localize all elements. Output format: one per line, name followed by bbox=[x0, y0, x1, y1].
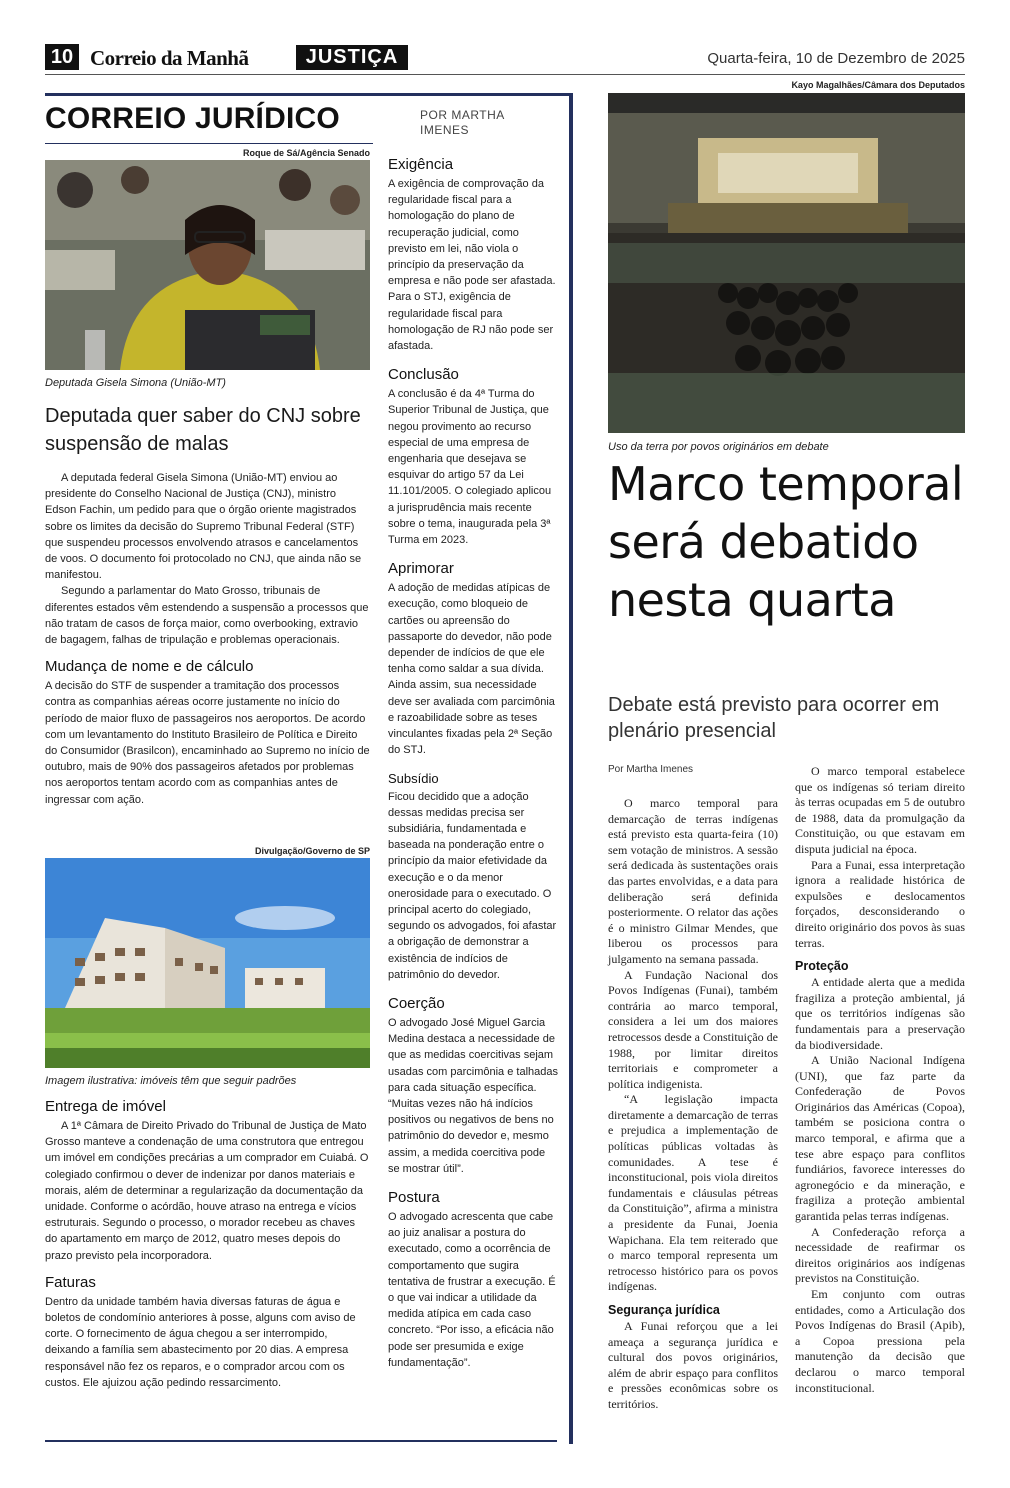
column-author: POR MARTHA IMENES bbox=[420, 108, 505, 137]
paragraph: Ficou decidido que a adoção dessas medidas precisa ser subsidiária, fundamentada e baseada na ponderação entre o princípio da maior efetividade da execução e o da menor onerosidade para o executado. O principal acerto do colegiado, segundo os advogados, foi afastar a obrigação de demonstrar a existência de indícios de patrimônio do devedor. bbox=[388, 790, 557, 981]
buildings-photo bbox=[45, 858, 370, 1068]
plenary-photo bbox=[608, 93, 965, 433]
paragraph: A conclusão é da 4ª Turma do Superior Tribunal de Justiça, que negou provimento ao recurso especial de uma empresa de engenharia que desejava se esquivar do artigo 57 da Lei 11.101/2005. O colegiado aplicou a jurisprudência mais recente sobre o tema, inaugurada pela 3ª Turma em 2023. bbox=[388, 388, 552, 547]
paragraph: Em conjunto com outras entidades, como a Articulação dos Povos Indígenas do Brasil (Apib), a Copoa pressiona pela manutenção da decisão que declarou o marco temporal inconstitucional. bbox=[795, 1287, 965, 1395]
column-notes bbox=[388, 156, 558, 1371]
subheading: Entrega de imóvel bbox=[45, 1098, 166, 1115]
paragraph: Segundo a parlamentar do Mato Grosso, tribunais de diferentes estados vêm estendendo a suspensão a processos que não tratam de casos de força maior, como overbooking, extravio de bagagem, falhas de tripulação e problemas operacionais. bbox=[45, 585, 369, 647]
page-number: 10 bbox=[45, 44, 79, 70]
deputy-photo bbox=[45, 160, 370, 370]
photo-caption: Uso da terra por povos originários em debate bbox=[608, 441, 829, 453]
paragraph: A deputada federal Gisela Simona (União-MT) enviou ao presidente do Conselho Nacional de Justiça (CNJ), ministro Edson Fachin, um pedido para que o órgão oriente magistrados sobre os limites da decisão do Supremo Tribunal Federal (STF) que suspendeu processos envolvendo atrasos e cancelamentos de voos. O documento foi protocolado no CNJ, que ainda não se manifestou. bbox=[45, 472, 362, 582]
paragraph: A Funai reforçou que a lei ameaça a segurança jurídica e cultural dos povos originários, além de abrir espaço para conflitos e pressões econômicas sobre os territórios. bbox=[608, 1319, 778, 1411]
feature-column-2 bbox=[795, 764, 965, 1396]
paragraph: A Confederação reforça a necessidade de reafirmar os direitos originários aos indígenas previstos na Constituição. bbox=[795, 1224, 965, 1286]
column-box-right bbox=[569, 93, 573, 1444]
header-rule bbox=[45, 74, 965, 75]
subheading: Proteção bbox=[795, 959, 849, 974]
column-title: CORREIO JURÍDICO bbox=[45, 102, 340, 135]
paragraph: A União Nacional Indígena (UNI), que faz parte da Confederação de Povos Originários das Américas (Copoa), também se posiciona contra o marco temporal, e afirma que a tese abre espaço para conflitos fundiários, favorece interesses do agronegócio e da mineração, e fragiliza a proteção ambiental garantida pelas terras indígenas. bbox=[795, 1053, 965, 1224]
subheading: Faturas bbox=[45, 1273, 96, 1291]
paragraph: A exigência de comprovação da regularidade fiscal para a homologação do plano de recuperação judicial, como previsto em lei, não viola o princípio da preservação da empresa e não pode ser afastada. Para o STJ, exigência de regularidade fiscal para homologação de RJ não pode ser afastada. bbox=[388, 178, 556, 353]
story-headline: Deputada quer saber do CNJ sobre suspensão de malas bbox=[45, 405, 361, 455]
feature-column-1 bbox=[608, 796, 778, 1413]
photo-credit: Roque de Sá/Agência Senado bbox=[242, 148, 370, 158]
story-body bbox=[45, 470, 370, 808]
subheading: Subsídio bbox=[388, 770, 439, 786]
paragraph: A 1ª Câmara de Direito Privado do Tribunal de Justiça de Mato Grosso manteve a condenação de uma construtora que entregou um imóvel em condições precárias a um comprador em Cuiabá. O colegiado confirmou o dever de indenizar por danos materiais e morais, além de determinar a regularização da documentação da unidade. Conforme o acórdão, houve atraso na entrega e vícios estruturais. Segundo o processo, o morador recebeu as chaves do apartamento em março de 2012, quatro meses depois do prazo previsto pela incorporadora. bbox=[45, 1120, 369, 1262]
subheading: Postura bbox=[388, 1188, 440, 1206]
photo-caption: Imagem ilustrativa: imóveis têm que seguir padrões bbox=[45, 1075, 297, 1087]
subheading: Coerção bbox=[388, 994, 445, 1012]
paragraph: A entidade alerta que a medida fragiliza a proteção ambiental, já que os territórios indígenas são fundamentais para a preservação da biodiversidade. bbox=[795, 975, 965, 1052]
feature-standfirst: Debate está previsto para ocorrer em plenário presencial bbox=[608, 694, 940, 742]
subheading: Exigência bbox=[388, 156, 454, 173]
paragraph: A Fundação Nacional dos Povos Indígenas (Funai), também contrária ao marco temporal, considera a lei um dos maiores retrocessos desde a Constituição de 1988, por limitar direitos territoriais e comprometer a política indigenista. bbox=[608, 967, 778, 1091]
subheading: Mudança de nome e de cálculo bbox=[45, 658, 254, 676]
feature-headline: Marco temporal será debatido nesta quarta bbox=[608, 457, 964, 627]
title-rule bbox=[45, 143, 373, 144]
paragraph: O advogado acrescenta que cabe ao juiz analisar a postura do executado, como a ocorrência de comportamento que sugira tentativa de frustrar a execução. É o que vai indicar a utilidade da medida atípica em cada caso concreto. “Por isso, a eficácia não pode ser presumida e exige fundamentação”. bbox=[388, 1210, 556, 1369]
photo-credit: Kayo Magalhães/Câmara dos Deputados bbox=[791, 80, 965, 90]
photo-caption: Deputada Gisela Simona (União-MT) bbox=[45, 377, 226, 389]
section-label: JUSTIÇA bbox=[296, 45, 408, 70]
paragraph: A adoção de medidas atípicas de execução, como bloqueio de cartões ou apreensão do passaporte do devedor, não pode depender de indícios de que ele tenha como saldar a sua dívida. Ainda assim, sua necessidade deve ser avaliada com parcimônia e razoabilidade sobre as teses vinculantes fixadas pela 2ª Seção do STJ. bbox=[388, 582, 555, 757]
paragraph: O marco temporal para demarcação de terras indígenas está previsto esta quarta-feira (10) sem votação de ministros. A sessão será dedicada às sustentações orais das partes envolvidas, e a data para deliberação será definida posteriormente. O relator das ações é o ministro Gilmar Mendes, que liberou os processos para julgamento na semana passada. bbox=[608, 796, 778, 966]
paragraph: O marco temporal estabelece que os indígenas só teriam direito às terras ocupadas em 5 de outubro de 1988, data da promulgação da Constituição, ou que estavam em disputa judicial na época. bbox=[795, 764, 965, 856]
paragraph: “A legislação impacta diretamente a demarcação de terras e prejudica a implementação de políticas públicas voltadas às comunidades. A tese é inconstitucional, pois viola direitos fundamentais e cláusulas pétreas da Constituição”, afirma a ministra a presidente da Funai, Joenia Wapichana. Ela tem reiterado que o marco temporal representa um retrocesso histórico para os povos indígenas. bbox=[608, 1092, 778, 1294]
paragraph: Para a Funai, essa interpretação ignora a realidade histórica de expulsões e deslocamentos forçados, desconsiderando o direito originário dos povos às suas terras. bbox=[795, 857, 965, 950]
story-body bbox=[45, 1098, 370, 1391]
subheading: Conclusão bbox=[388, 366, 459, 384]
column-box-top bbox=[45, 93, 573, 96]
column-box-bottom bbox=[45, 1440, 557, 1442]
photo-credit: Divulgação/Governo de SP bbox=[254, 846, 370, 856]
issue-date: Quarta-feira, 10 de Dezembro de 2025 bbox=[707, 50, 965, 67]
newspaper-brand: Correio da Manhã bbox=[90, 46, 249, 70]
feature-byline: Por Martha Imenes bbox=[608, 764, 694, 775]
subheading: Aprimorar bbox=[388, 560, 454, 578]
paragraph: O advogado José Miguel Garcia Medina destaca a necessidade de que as medidas coercitivas sejam usadas com parcimônia e talhadas para cada situação específica. “Muitas vezes não há indícios positivos ou negativos de bens no patrimônio do devedor e, mesmo assim, a medida coercitiva pode se mostrar útil”. bbox=[388, 1016, 558, 1175]
paragraph: A decisão do STF de suspender a tramitação dos processos contra as companhias aéreas ocorre justamente no início do período de maior fluxo de passageiros nos aeroportos. De acordo com um levantamento do Instituto Brasileiro de Política e Direito do Consumidor (Brasilcon), encaminhado ao Supremo no início de outubro, mais de 90% dos passageiros afetados por problemas nos aeroportos tentam acordo com as companhias antes de ingressar com ação. bbox=[45, 680, 370, 806]
subheading: Segurança jurídica bbox=[608, 1303, 720, 1317]
paragraph: Dentro da unidade também havia diversas faturas de água e boletos de condomínio anteriores à posse, alguns com aviso de corte. O fornecimento de água chegou a ser interrompido, deixando a família sem abastecimento por 20 dias. A empresa responsável não fez os reparos, e o comprador arcou com os custos. Ele ajuizou ação pedindo ressarcimento. bbox=[45, 1295, 356, 1389]
